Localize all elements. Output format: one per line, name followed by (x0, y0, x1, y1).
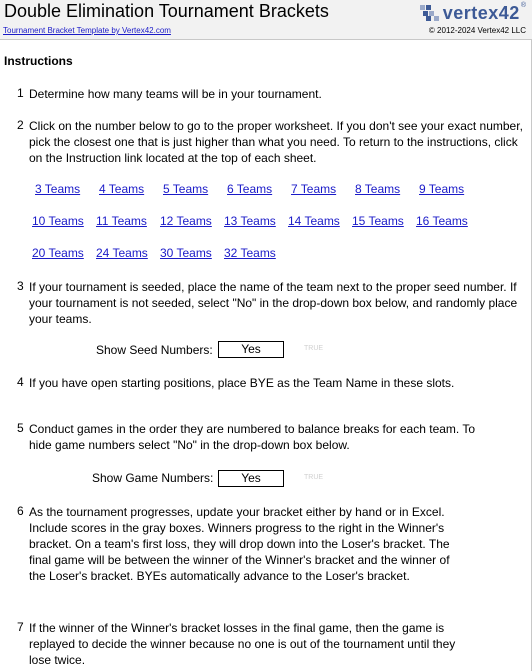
link-11-teams[interactable]: 11 Teams (96, 214, 147, 228)
instructions-panel (0, 40, 532, 671)
link-3-teams[interactable]: 3 Teams (35, 182, 81, 196)
seed-numbers-dropdown[interactable]: Yes (218, 341, 284, 358)
game-flag-value: TRUE (304, 474, 324, 481)
team-links-row (0, 246, 532, 262)
link-6-teams[interactable]: 6 Teams (227, 182, 273, 196)
link-20-teams[interactable]: 20 Teams (32, 246, 84, 260)
step-number: 2 (17, 118, 24, 132)
step-number: 5 (17, 421, 24, 435)
link-16-teams[interactable]: 16 Teams (416, 214, 468, 228)
logo-registered-mark: ® (520, 2, 526, 9)
step-text: As the tournament progresses, update your bracket either by hand or in Excel. Include scores in the gray boxes. Winners progress to the right in the Winner's bracket. On a team's first loss, they will drop down into the Loser's bracket. The final game will be between the winner of the Winner's bracket and the winner of the Loser's bracket. BYEs automatically advance to the Loser's bracket. (29, 505, 450, 583)
instructions-heading: Instructions (4, 54, 73, 68)
link-5-teams[interactable]: 5 Teams (163, 182, 209, 196)
team-links-row (0, 214, 532, 230)
step-text: Conduct games in the order they are numbered to balance breaks for each team. To hide game numbers select "No" in the drop-down box below. (29, 422, 476, 452)
game-numbers-label: Show Game Numbers: (92, 471, 214, 485)
link-4-teams[interactable]: 4 Teams (99, 182, 145, 196)
link-8-teams[interactable]: 8 Teams (355, 182, 401, 196)
step-number: 6 (17, 504, 24, 518)
step-number: 4 (17, 375, 24, 389)
vertex42-logo (419, 2, 526, 24)
page-title: Double Elimination Tournament Brackets (4, 1, 329, 21)
team-links-row (0, 182, 532, 198)
game-numbers-dropdown[interactable]: Yes (218, 470, 284, 487)
seed-flag-value: TRUE (304, 345, 324, 352)
step-text: Determine how many teams will be in your tournament. (29, 87, 322, 101)
link-10-teams[interactable]: 10 Teams (32, 214, 84, 228)
vertex42-logo-icon (419, 4, 443, 22)
step-number: 1 (17, 86, 24, 100)
link-15-teams[interactable]: 15 Teams (352, 214, 404, 228)
link-30-teams[interactable]: 30 Teams (160, 246, 212, 260)
template-link[interactable]: Tournament Bracket Template by Vertex42.com (3, 26, 171, 35)
link-14-teams[interactable]: 14 Teams (288, 214, 340, 228)
link-12-teams[interactable]: 12 Teams (160, 214, 212, 228)
link-24-teams[interactable]: 24 Teams (96, 246, 148, 260)
step-text: If the winner of the Winner's bracket losses in the final game, then the game is replayed to decide the winner because no one is out of the tournament until they lose twice. (29, 621, 456, 667)
header-bar (0, 0, 532, 40)
seed-numbers-label: Show Seed Numbers: (96, 343, 213, 357)
link-9-teams[interactable]: 9 Teams (419, 182, 465, 196)
link-32-teams[interactable]: 32 Teams (224, 246, 276, 260)
logo-text: vertex42 (442, 2, 520, 23)
step-text: If your tournament is seeded, place the name of the team next to the proper seed number. If your tournament is not seeded, select "No" in the drop-down box below, and randomly place your teams. (29, 280, 518, 326)
step-number: 7 (17, 620, 24, 634)
step-text: Click on the number below to go to the proper worksheet. If you don't see your exact number, pick the closest one that is just higher than what you need. To return to the instructions, click on the Instruction link located at the top of each sheet. (29, 119, 523, 165)
step-text: If you have open starting positions, place BYE as the Team Name in these slots. (29, 376, 455, 390)
link-7-teams[interactable]: 7 Teams (291, 182, 337, 196)
link-13-teams[interactable]: 13 Teams (224, 214, 276, 228)
step-number: 3 (17, 279, 24, 293)
copyright-text: © 2012-2024 Vertex42 LLC (428, 26, 526, 35)
